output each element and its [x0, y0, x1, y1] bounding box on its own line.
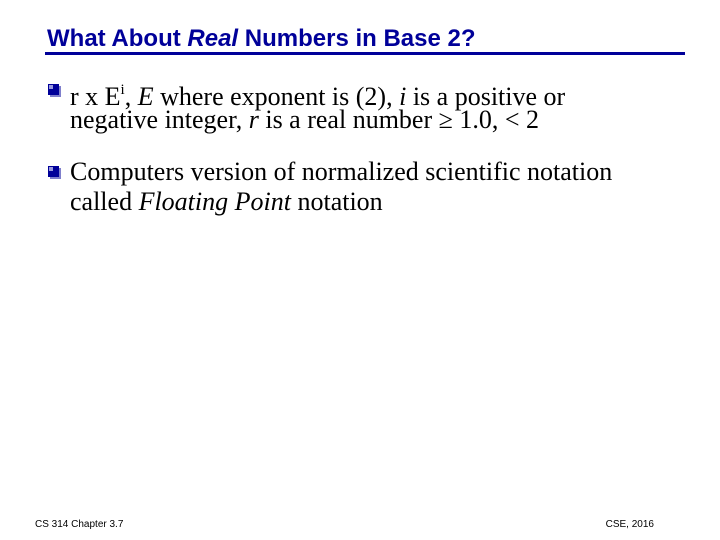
text-span: negative integer, [70, 105, 249, 134]
text-span: is a positive or [406, 82, 566, 111]
slide-title [47, 24, 476, 54]
bullet-2-line-1 [70, 157, 612, 187]
text-span: notation [290, 187, 383, 216]
text-span: where exponent is (2), [153, 82, 400, 111]
text-span: called [70, 187, 139, 216]
square-bullet-icon [48, 166, 59, 177]
square-bullet-icon [48, 84, 59, 95]
title-underline [45, 52, 685, 55]
italic-text: r [248, 105, 259, 134]
footer-course-label: CS 314 Chapter 3.7 [35, 519, 124, 530]
bullet-1-line-2 [70, 105, 539, 135]
italic-text: i [399, 82, 407, 111]
text-span: r x E [70, 82, 121, 111]
italic-text: E [137, 82, 154, 111]
italic-text: Floating Point [138, 187, 291, 216]
footer-year-label: CSE, 2016 [605, 519, 654, 530]
text-span: , [124, 82, 138, 111]
exponent-superscript: i [120, 82, 125, 98]
title-part-1: What About [47, 25, 188, 52]
bullet-2-line-2 [70, 187, 383, 217]
text-span: is a real number ≥ 1.0, < 2 [258, 105, 540, 134]
text-span: Computers version of normalized scientific notation [70, 157, 613, 186]
title-part-2: Numbers in Base 2? [238, 25, 476, 52]
title-italic-word: Real [187, 25, 239, 52]
